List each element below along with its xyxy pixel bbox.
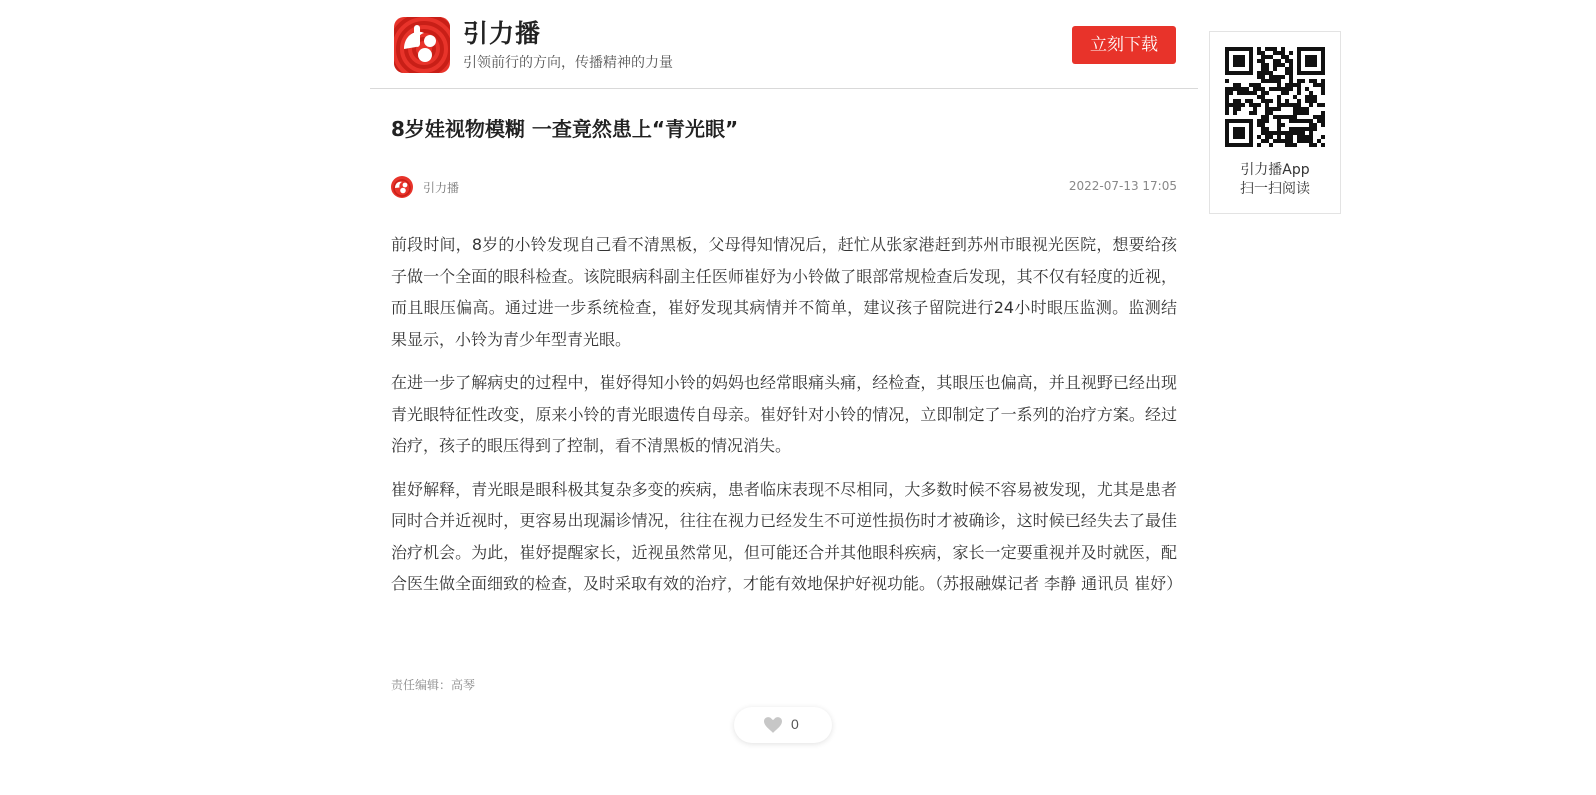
article-meta xyxy=(391,176,1177,198)
heart-icon xyxy=(764,717,782,733)
like-button[interactable] xyxy=(734,707,832,743)
editor-credit: 责任编辑：高琴 xyxy=(391,678,476,692)
site-header xyxy=(370,0,1198,89)
yinlibo-logo-icon[interactable] xyxy=(394,17,450,73)
author-avatar[interactable] xyxy=(391,176,413,198)
article-body xyxy=(391,229,1183,612)
qr-code xyxy=(1225,47,1325,147)
like-count: 0 xyxy=(791,716,799,732)
article-column xyxy=(370,0,1198,732)
article-paragraph: 前段时间，8岁的小铃发现自己看不清黑板，父母得知情况后，赶忙从张家港赶到苏州市眼视光医院，想要给孩子做一个全面的眼科检查。该院眼病科副主任医师崔妤为小铃做了眼部常规检查后发现，其不仅有轻度的近视，而且眼压偏高。通过进一步系统检查，崔妤发现其病情并不简单，建议孩子留院进行24小时眼压监测。监测结果显示，小铃为青少年型青光眼。 xyxy=(391,235,1177,349)
qr-scan-hint: 扫一扫阅读 xyxy=(1240,181,1310,197)
qr-panel xyxy=(1209,31,1341,214)
qr-app-name: 引力播App xyxy=(1240,162,1310,178)
download-button[interactable]: 立刻下载 xyxy=(1072,26,1176,64)
publish-time: 2022-07-13 17:05 xyxy=(1068,179,1177,193)
brand-slogan: 引领前行的方向，传播精神的力量 xyxy=(463,55,673,71)
author-name[interactable]: 引力播 xyxy=(423,181,460,195)
brand-name: 引力播 xyxy=(463,19,542,48)
article-paragraph: 崔妤解释，青光眼是眼科极其复杂多变的疾病，患者临床表现不尽相同，大多数时候不容易被发现，尤其是患者同时合并近视时，更容易出现漏诊情况，往往在视力已经发生不可逆性损伤时才被确诊，这时候已经失去了最佳治疗机会。为此，崔妤提醒家长，近视虽然常见，但可能还合并其他眼科疾病，家长一定要重视并及时就医，配合医生做全面细致的检查，及时采取有效的治疗，才能有效地保护好视功能。（苏报融媒记者 李静 通讯员 崔妤） xyxy=(391,479,1183,593)
article-title: 8岁娃视物模糊 一查竟然患上“青光眼” xyxy=(391,117,739,141)
article-paragraph: 在进一步了解病史的过程中，崔妤得知小铃的妈妈也经常眼痛头痛，经检查，其眼压也偏高，并且视野已经出现青光眼特征性改变，原来小铃的青光眼遗传自母亲。崔妤针对小铃的情况，立即制定了一系列的治疗方案。经过治疗，孩子的眼压得到了控制，看不清黑板的情况消失。 xyxy=(391,373,1177,455)
